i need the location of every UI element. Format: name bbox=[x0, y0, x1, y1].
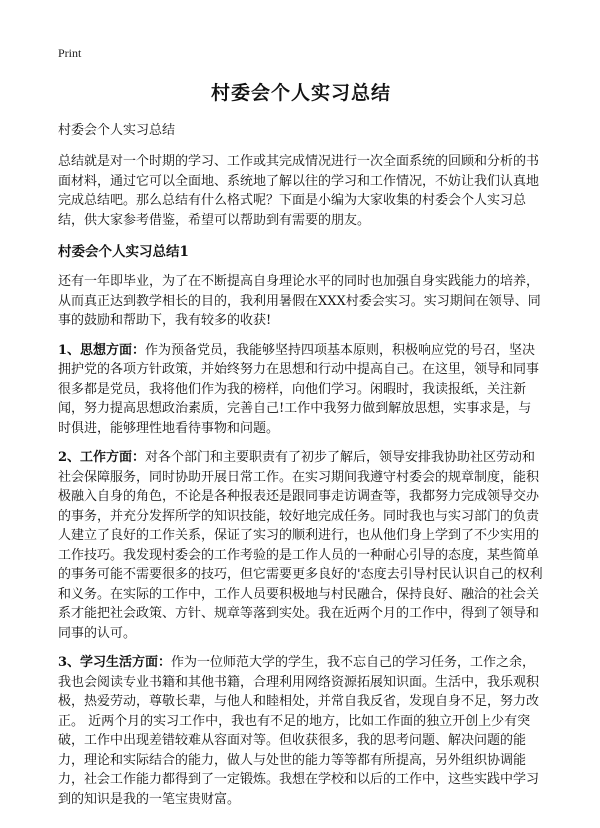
thought-heading: 1、思想方面： bbox=[58, 342, 146, 358]
document-subtitle: 村委会个人实习总结 bbox=[58, 123, 176, 138]
study-life-paragraph bbox=[58, 653, 544, 809]
section-heading: 村委会个人实习总结1 bbox=[58, 244, 189, 260]
work-paragraph bbox=[58, 448, 544, 643]
study-life-text: 作为一位师范大学的学生，我不忘自己的学习任务，工作之余，我也会阅读专业书籍和其他书籍，合理利用网络资源拓展知识面。生活中，我乐观积极，热爱劳动，尊敬长辈，与他人和睦相处，并常自我反省，发现自身不足，努力改正。 近两个月的实习工作中，我也有不足的地方，比如工作面的独立开创上少有突破，工作中出现差错较难从容面对等。但收获很多，我的思考问题、解决问题的能力，理论和实际结合的能力，做人与处世的能力等等都有所提高，另外组织协调能力，社会工作能力都得到了一定锻炼。我想在学校和以后的工作中，这些实践中学习到的知识是我的一笔宝贵财富。 bbox=[58, 655, 540, 807]
work-heading: 2、工作方面： bbox=[58, 450, 146, 465]
page-title: 村委会个人实习总结 bbox=[210, 82, 391, 104]
document bbox=[58, 78, 544, 819]
work-text: 对各个部门和主要职责有了初步了解后，领导安排我协助社区劳动和社会保障服务，同时协助开展日常工作。在实习期间我遵守村委会的规章制度，能积极融入自身的角色，不论是各种报表还是跟同事走访调查等，我都努力完成领导交办的事务，并充分发挥所学的知识技能，较好地完成任务。同时我也与实习部门的负责人建立了良好的工作关系，保证了实习的顺利进行，也从他们身上学到了不少实用的工作技巧。我发现村委会的工作考验的是工作人员的一种耐心引导的态度，某些简单的事务可能不需要很多的技巧，但它需要更多良好的'态度去引导村民认识自己的权利和义务。在实际的工作中，工作人员要积极地与村民融合，保持良好、融洽的社会关系才能把社会政策、方针、规章等落到实处。我在近两个月的工作中，得到了领导和同事的认可。 bbox=[58, 450, 543, 641]
print-link[interactable]: Print bbox=[58, 46, 82, 60]
study-life-heading: 3、学习生活方面： bbox=[58, 655, 172, 670]
intro-paragraph: 总结就是对一个时期的学习、工作或其完成情况进行一次全面系统的回顾和分析的书面材料，通过它可以全面地、系统地了解以往的学习和工作情况，不妨让我们认真地完成总结吧。那么总结有什么格式呢？下面是小编为大家收集的村委会个人实习总结，供大家参考借鉴，希望可以帮助到有需要的朋友。 bbox=[58, 154, 540, 228]
thought-paragraph bbox=[58, 341, 544, 439]
opening-paragraph: 还有一年即毕业，为了在不断提高自身理论水平的同时也加强自身实践能力的培养，从而真正达到教学相长的目的，我利用暑假在XXX村委会实习。实习期间在领导、同事的鼓励和帮助下，我有较多的收获! bbox=[58, 274, 541, 328]
thought-text: 作为预备党员，我能够坚持四项基本原则，积极响应党的号召，坚决拥护党的各项方针政策，并始终努力在思想和行动中提高自己。在这里，领导和同事很多都是党员，我将他们作为我的榜样，向他们学习。闲暇时，我读报纸，关注新闻，努力提高思想政治素质，完善自己!工作中我努力做到解放思想，实事求是，与时俱进，能够理性地看待事物和问题。 bbox=[58, 342, 540, 436]
